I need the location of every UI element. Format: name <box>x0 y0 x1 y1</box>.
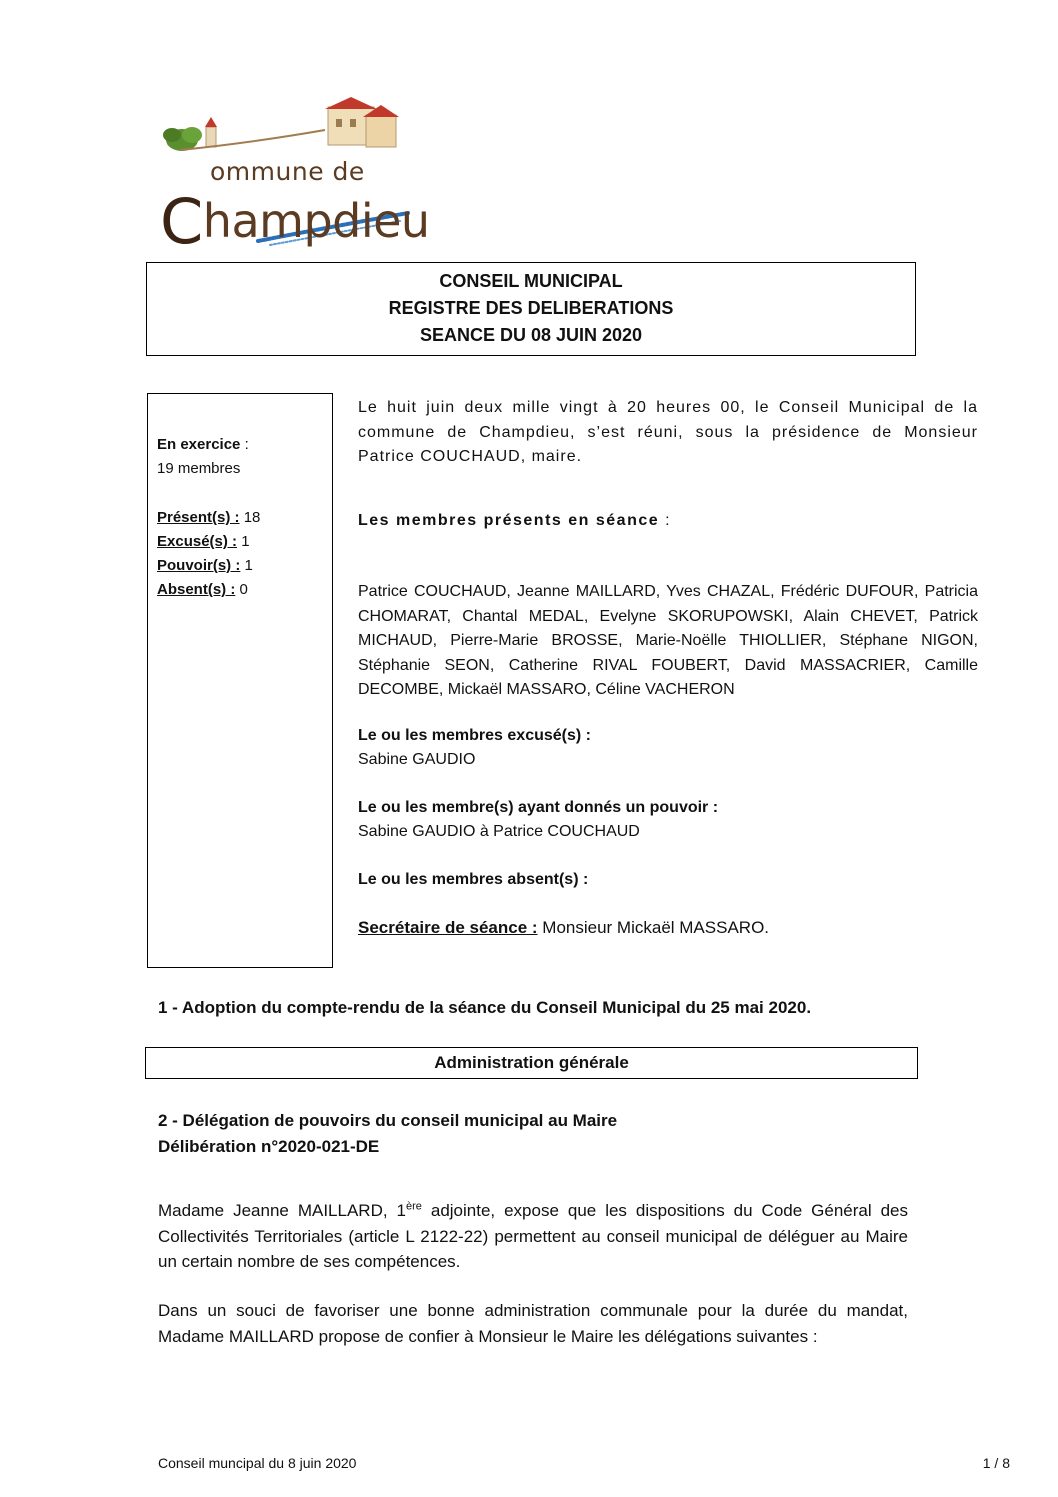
title-seance: SEANCE DU 08 JUIN 2020 <box>419 325 643 345</box>
en-exercice-label: En exercice <box>157 436 241 453</box>
members-list: Patrice COUCHAUD, Jeanne MAILLARD, Yves CHAZAL, Frédéric DUFOUR, Patricia CHOMARAT, Chantal MEDAL, Evelyne SKORUPOWSKI, Alain CHEVET, Patrick MICHAUD, Pierre-Marie BROSSE, Marie-Noëlle THIOLLIER, Stéphane NIGON, Stéphanie SEON, Catherine RIVAL FOUBERT, David MASSACRIER, Camille DECOMBE, Mickaël MASSARO, Céline VACHERON <box>358 583 978 698</box>
pouvoirs-line <box>157 557 253 574</box>
secretaire-value: Monsieur Mickaël MASSARO. <box>537 918 770 937</box>
excuses-heading: Le ou les membres excusé(s) : <box>358 727 591 744</box>
absents-line <box>157 581 248 598</box>
pouvoirs-label: Pouvoir(s) : <box>157 557 241 574</box>
administration-generale-box: Administration générale <box>145 1047 918 1079</box>
presents-line <box>157 509 260 526</box>
excuses-names: Sabine GAUDIO <box>358 751 476 768</box>
members-heading-text: Les membres présents en séance <box>358 512 660 529</box>
presents-value: 18 <box>239 509 261 526</box>
intro-paragraph: Le huit juin deux mille vingt à 20 heures 00, le Conseil Municipal de la commune de Champdieu, s’est réuni, sous la présidence de Monsieur Patrice COUCHAUD, maire. <box>358 399 978 465</box>
logo-text-champdieu: Champdieu <box>160 185 430 258</box>
en-exercice-sep: : <box>240 436 249 453</box>
en-exercice-value: 19 membres <box>157 460 241 477</box>
section-2-heading <box>158 1108 617 1160</box>
excuses-value: 1 <box>237 533 250 550</box>
pouvoir-detail: Sabine GAUDIO à Patrice COUCHAUD <box>358 823 640 840</box>
absents-label: Absent(s) : <box>157 581 236 598</box>
en-exercice-line <box>157 436 249 453</box>
body-1-end: adjointe, expose que les dispositions du Code Général des Collectivités Territoriales (article L 2122-22) permettent au conseil municipal de déléguer au Maire un certain nombre de ses compétences. <box>158 1201 908 1271</box>
attendance-summary-box <box>147 393 333 968</box>
section-2-title: 2 - Délégation de pouvoirs du conseil municipal au Maire <box>158 1111 618 1130</box>
title-box <box>146 262 916 356</box>
section-1-title: 1 - Adoption du compte-rendu de la séance du Conseil Municipal du 25 mai 2020. <box>158 998 812 1017</box>
footer-page-number: 1 / 8 <box>982 1455 1010 1471</box>
excuses-line <box>157 533 250 550</box>
body-1-superscript: ère <box>406 1200 422 1213</box>
body-1-start: Madame Jeanne MAILLARD, 1 <box>158 1201 406 1220</box>
title-conseil: CONSEIL MUNICIPAL <box>439 271 623 291</box>
body-paragraph-1 <box>158 1198 908 1275</box>
secretaire-line <box>358 918 769 938</box>
logo-text-champdieu-rest: hampdieu <box>202 194 430 248</box>
absents-heading: Le ou les membres absent(s) : <box>358 871 589 888</box>
body-paragraph-2: Dans un souci de favoriser une bonne administration communale pour la durée du mandat, Madame MAILLARD propose de confier à Monsieur le Maire les délégations suivantes : <box>158 1301 908 1346</box>
section-2-deliberation-number: Délibération n°2020-021-DE <box>158 1137 380 1156</box>
members-heading-colon: : <box>659 512 672 529</box>
members-heading <box>358 512 671 530</box>
logo-text-commune: ommune de <box>210 157 365 186</box>
commune-logo <box>160 95 430 258</box>
absents-value: 0 <box>235 581 248 598</box>
pouvoir-heading: Le ou les membre(s) ayant donnés un pouvoir : <box>358 799 719 816</box>
excuses-label: Excusé(s) : <box>157 533 238 550</box>
pouvoirs-value: 1 <box>240 557 253 574</box>
secretaire-label: Secrétaire de séance : <box>358 918 538 937</box>
presents-label: Présent(s) : <box>157 509 240 526</box>
footer-date: Conseil muncipal du 8 juin 2020 <box>158 1455 357 1471</box>
title-registre: REGISTRE DES DELIBERATIONS <box>388 298 674 318</box>
